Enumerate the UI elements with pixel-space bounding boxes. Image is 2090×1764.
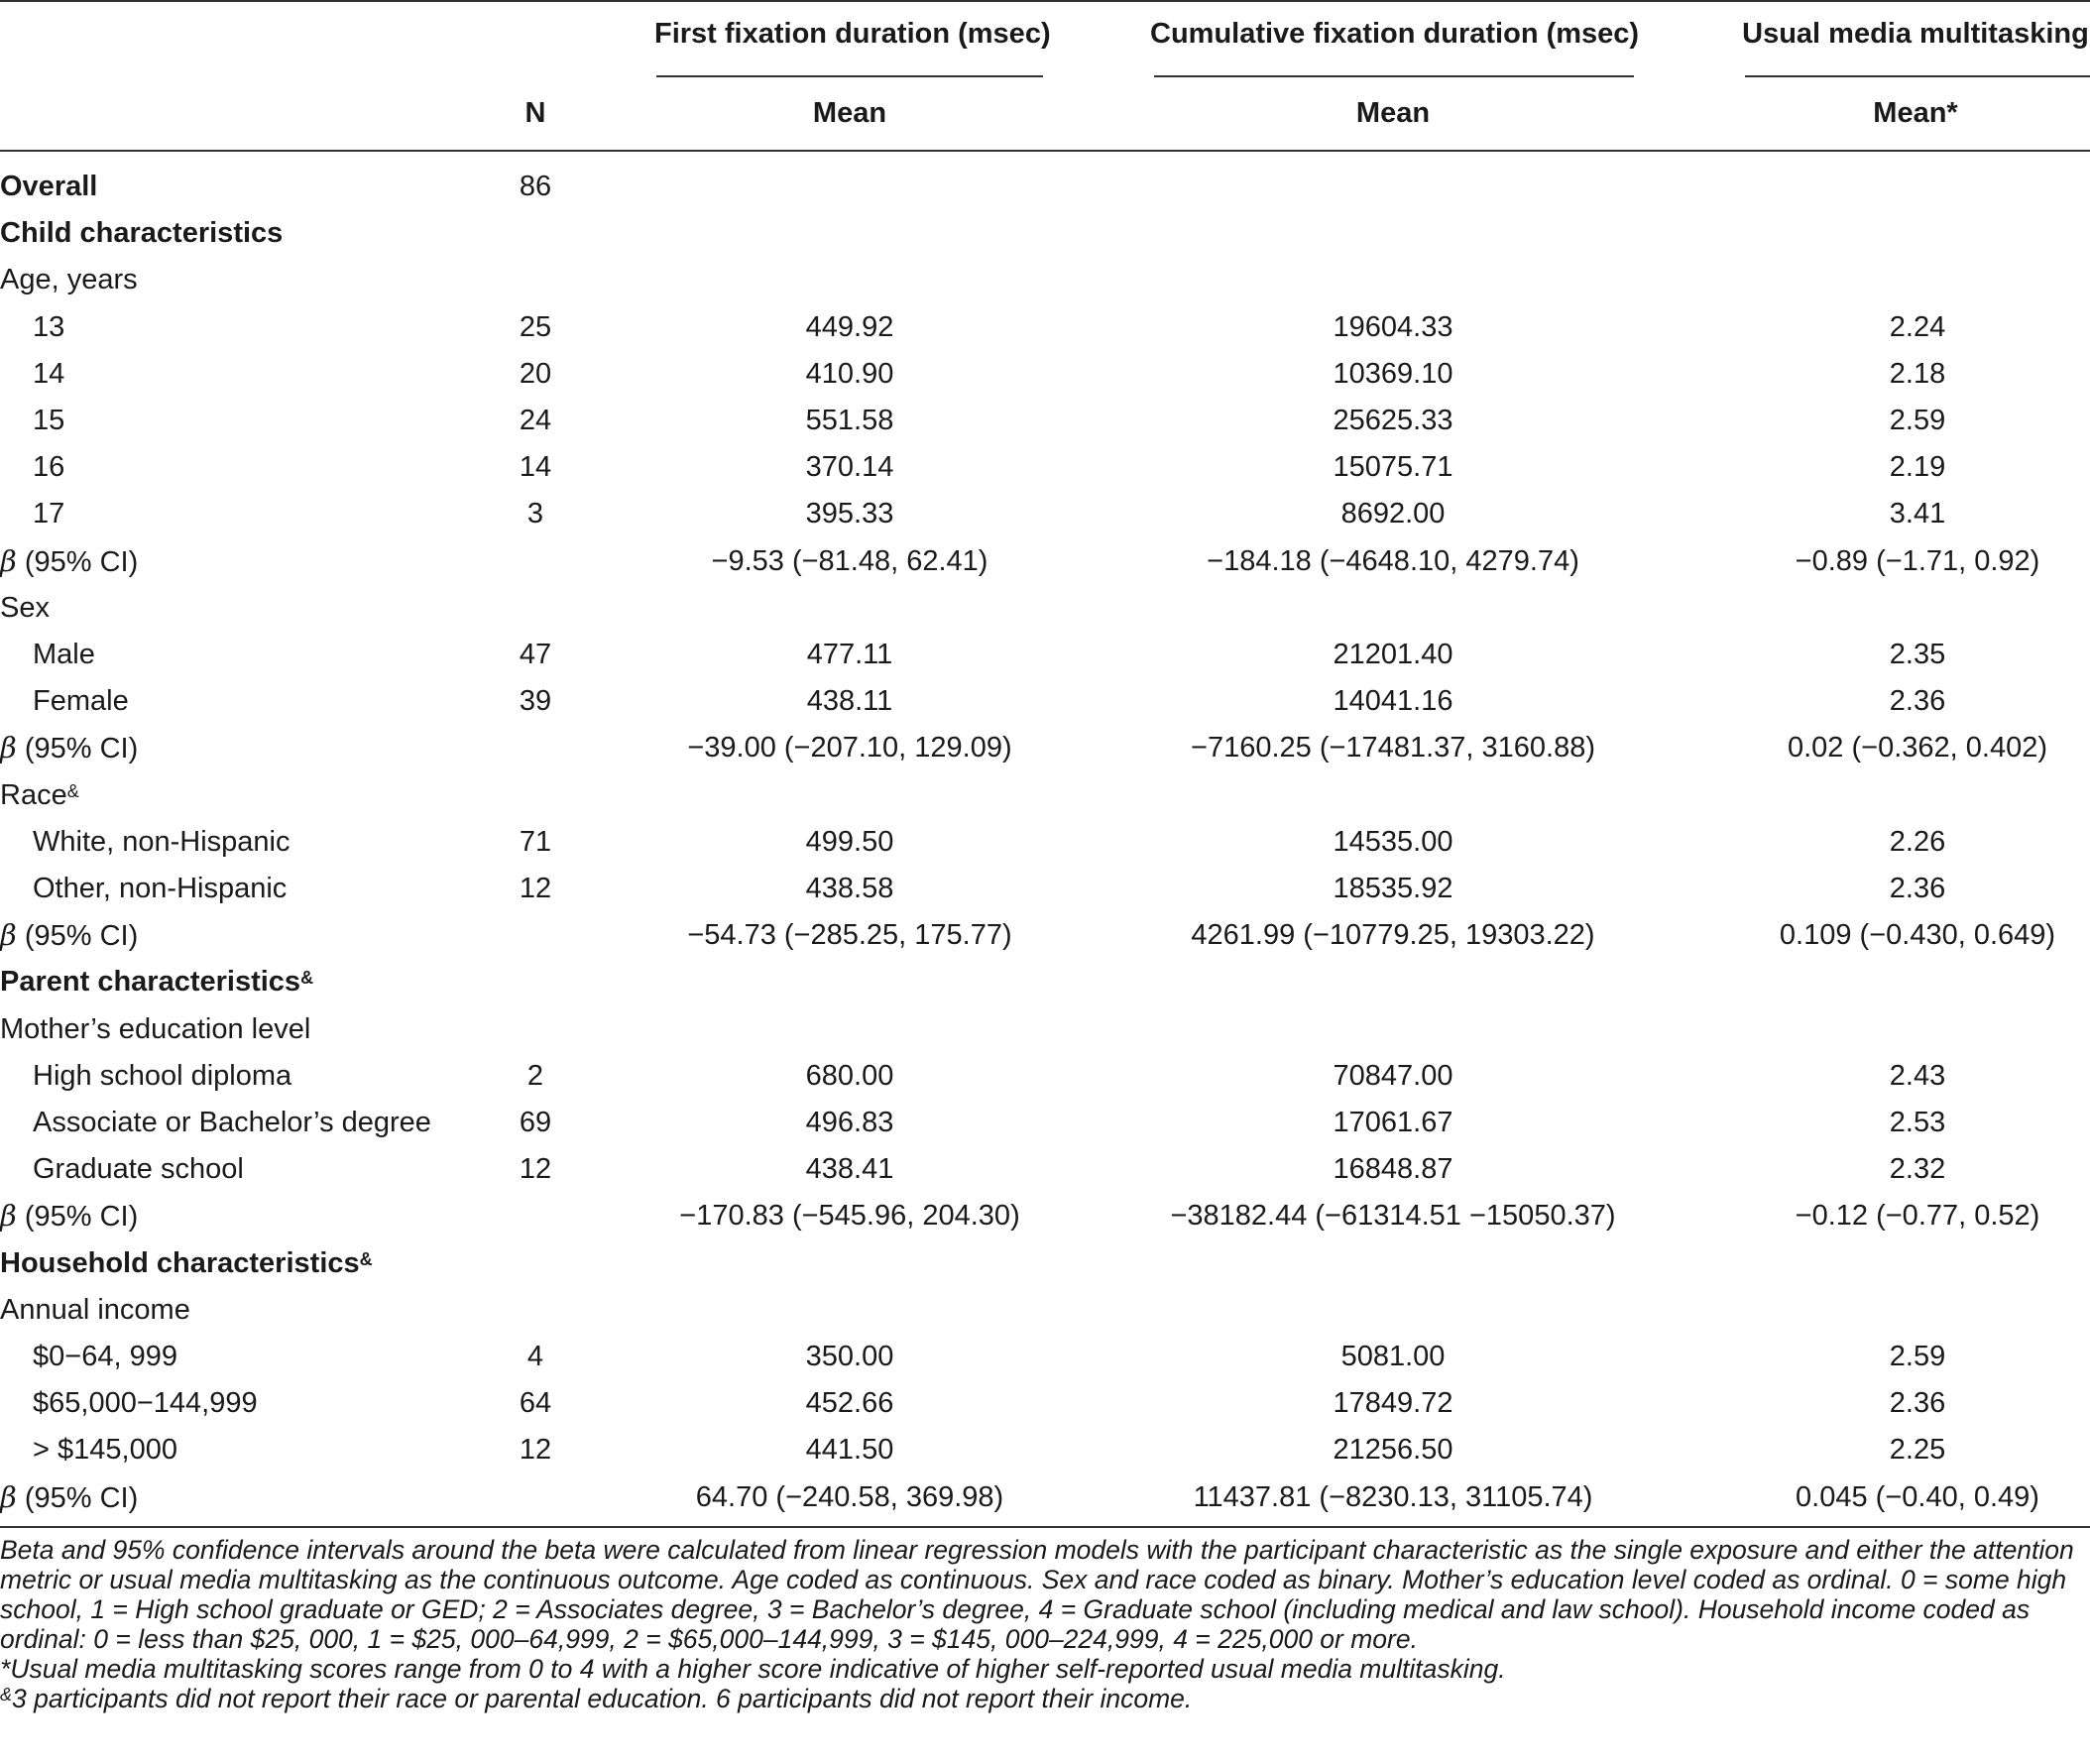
cell-n: 12: [519, 1434, 552, 1467]
footnote-marker: &: [359, 1248, 373, 1269]
header-n: N: [524, 97, 546, 129]
row-label: [33, 632, 95, 678]
cell-first-fixation: 499.50: [805, 825, 894, 858]
cell-media-multitasking: 2.35: [1889, 639, 1946, 670]
cell-first-fixation: 477.11: [806, 639, 893, 670]
table-row: [0, 304, 2090, 351]
table-row: [0, 1146, 2090, 1193]
cell-first-fixation: 452.66: [805, 1387, 894, 1420]
row-label-text: Graduate school: [33, 1153, 244, 1186]
row-label: [33, 1334, 177, 1380]
cell-cumulative-fixation: 4261.99 (−10779.25, 19303.22): [1191, 919, 1595, 952]
cell-first-fixation: 438.58: [805, 873, 894, 904]
cell-cumulative-fixation: 25625.33: [1333, 405, 1453, 436]
cell-first-fixation: 410.90: [805, 357, 894, 390]
cell-media-multitasking: 0.109 (−0.430, 0.649): [1779, 919, 2056, 952]
beta-row: [0, 1193, 2090, 1239]
row-label: [0, 1193, 138, 1240]
cell-n: 3: [526, 498, 544, 530]
cell-media-multitasking: 2.59: [1889, 405, 1946, 436]
table-top-rule: [0, 0, 2090, 2]
cell-first-fixation: 551.58: [805, 405, 894, 436]
row-label-text: Other, non-Hispanic: [33, 873, 288, 904]
cell-cumulative-fixation: 21256.50: [1333, 1434, 1453, 1467]
subheading-row: [0, 257, 2090, 303]
cell-cumulative-fixation: 8692.00: [1340, 498, 1446, 530]
cell-n: 69: [519, 1107, 552, 1138]
footnote-amp-mark: &: [0, 1685, 13, 1705]
cell-cumulative-fixation: −38182.44 (−61314.51 −15050.37): [1170, 1200, 1616, 1233]
row-label-text: 14: [33, 357, 65, 390]
cell-first-fixation: −9.53 (−81.48, 62.41): [711, 544, 988, 577]
cell-media-multitasking: 2.53: [1889, 1107, 1946, 1138]
beta-ci-label: (95% CI): [16, 545, 139, 578]
row-label: [33, 1053, 291, 1100]
row-label: [33, 1380, 258, 1427]
row-label-text: 17: [33, 498, 65, 530]
footnote-marker: &: [66, 780, 79, 801]
row-label-text: 13: [33, 310, 65, 343]
header-cumulative-fixation-mean: Mean: [1355, 97, 1431, 129]
cell-media-multitasking: 2.18: [1889, 357, 1946, 390]
cell-media-multitasking: 2.36: [1889, 685, 1946, 718]
row-label-text: 16: [33, 451, 65, 484]
header-first-fixation: First fixation duration (msec): [654, 18, 1051, 50]
cell-cumulative-fixation: −184.18 (−4648.10, 4279.74): [1207, 544, 1579, 577]
row-label-text: $65,000−144,999: [33, 1387, 258, 1420]
cell-media-multitasking: 2.59: [1889, 1341, 1946, 1372]
footnote-main: Beta and 95% confidence intervals around the beta were calculated from linear regression models with the participant characteristic as the single exposure and either the attention metric or usual media multitasking as the continuous outcome. Age coded as continuous. Sex and race coded as binary. Mother’s education level coded as ordinal. 0 = some high school, 1 = High school graduate or GED; 2 = Associates degree, 3 = Bachelor’s degree, 4 = Graduate school (including medical and law school). Household income coded as ordinal: 0 = less than $25, 000, 1 = $25, 000–64,999, 2 = $65,000–144,999, 3 = $145, 000–224,999, 4 = 225,000 or more.: [0, 1535, 2074, 1654]
row-label: [33, 678, 129, 725]
header-media-multitasking: Usual media multitasking: [1742, 18, 2089, 50]
cell-media-multitasking: 2.24: [1889, 310, 1946, 343]
beta-ci-label: (95% CI): [16, 1481, 139, 1514]
cell-n: 71: [519, 825, 552, 858]
header-first-fixation-mean: Mean: [812, 97, 887, 129]
table-row: [0, 1380, 2090, 1427]
cell-n: 20: [519, 357, 552, 390]
row-label: [0, 772, 79, 819]
header-media-multitasking-rule: [1745, 75, 2090, 77]
row-label: [33, 351, 64, 398]
beta-row: [0, 912, 2090, 959]
cell-cumulative-fixation: 17849.72: [1333, 1387, 1453, 1420]
row-label-text: High school diploma: [33, 1059, 292, 1092]
row-label: [33, 304, 64, 351]
row-label: [0, 164, 97, 210]
cell-media-multitasking: 2.19: [1889, 451, 1946, 484]
beta-ci-label: (95% CI): [16, 920, 139, 953]
cell-first-fixation: 370.14: [805, 451, 894, 484]
cell-n: 39: [519, 685, 552, 718]
table-row: [0, 351, 2090, 398]
table-row: [0, 398, 2090, 444]
row-label: [0, 1474, 138, 1522]
row-label: [0, 1240, 373, 1287]
cell-first-fixation: −54.73 (−285.25, 175.77): [687, 919, 1012, 952]
cell-first-fixation: 350.00: [805, 1341, 894, 1372]
header-first-fixation-rule: [656, 75, 1043, 77]
beta-symbol: β: [0, 1199, 17, 1234]
table-header-rule: [0, 150, 2090, 152]
cell-n: 24: [519, 405, 552, 436]
row-label: [33, 1146, 244, 1193]
cell-cumulative-fixation: 18535.92: [1333, 873, 1453, 904]
cell-media-multitasking: 2.36: [1889, 873, 1946, 904]
cell-cumulative-fixation: 10369.10: [1333, 357, 1453, 390]
row-label-text: Child characteristics: [0, 217, 284, 250]
footnote-amp: [0, 1684, 2090, 1713]
cell-media-multitasking: 2.36: [1889, 1387, 1946, 1420]
row-label: [33, 819, 290, 866]
subheading-row: [0, 772, 2090, 819]
beta-symbol: β: [0, 1479, 17, 1514]
table-row: [0, 491, 2090, 537]
cell-n: 12: [519, 1153, 552, 1186]
beta-ci-label: (95% CI): [16, 733, 139, 765]
cell-cumulative-fixation: 16848.87: [1333, 1153, 1453, 1186]
beta-row: [0, 725, 2090, 771]
beta-symbol: β: [0, 731, 17, 765]
row-label: [0, 585, 50, 632]
cell-first-fixation: 441.50: [805, 1434, 894, 1467]
row-label: [33, 491, 64, 537]
row-label: [0, 1006, 310, 1053]
cell-media-multitasking: 2.43: [1889, 1059, 1946, 1092]
row-label: [33, 398, 64, 444]
row-label: [0, 257, 138, 303]
subheading-row: [0, 1006, 2090, 1053]
cell-media-multitasking: 2.26: [1889, 825, 1946, 858]
row-label-text: Overall: [0, 171, 98, 202]
beta-symbol: β: [0, 543, 17, 578]
cell-media-multitasking: 0.045 (−0.40, 0.49): [1796, 1480, 2039, 1513]
row-label: [33, 444, 64, 491]
subheading-row: [0, 585, 2090, 632]
cell-cumulative-fixation: 15075.71: [1333, 451, 1453, 484]
cell-media-multitasking: −0.12 (−0.77, 0.52): [1795, 1200, 2040, 1233]
row-label-text: Age, years: [0, 264, 138, 296]
row-label: [33, 866, 287, 912]
section-row: [0, 164, 2090, 210]
table-row: [0, 1100, 2090, 1146]
row-label: [0, 912, 138, 960]
cell-cumulative-fixation: 14535.00: [1333, 825, 1453, 858]
cell-first-fixation: 438.41: [805, 1153, 894, 1186]
row-label: [0, 538, 138, 586]
row-label-text: 15: [33, 405, 65, 436]
cell-cumulative-fixation: 5081.00: [1340, 1341, 1446, 1372]
cell-first-fixation: −170.83 (−545.96, 204.30): [679, 1200, 1020, 1233]
cell-first-fixation: 680.00: [805, 1059, 894, 1092]
footnote-amp-text: 3 participants did not report their race or parental education. 6 participants did not report their income.: [12, 1684, 1193, 1713]
row-label-text: > $145,000: [33, 1434, 177, 1467]
cell-cumulative-fixation: 70847.00: [1333, 1059, 1453, 1092]
row-label-text: White, non-Hispanic: [33, 825, 290, 858]
table-row: [0, 1334, 2090, 1380]
cell-cumulative-fixation: 11437.81 (−8230.13, 31105.74): [1193, 1480, 1593, 1513]
cell-media-multitasking: 0.02 (−0.362, 0.402): [1787, 732, 2047, 764]
cell-n: 4: [526, 1341, 544, 1372]
cell-cumulative-fixation: 19604.33: [1333, 310, 1453, 343]
footnote-star: *Usual media multitasking scores range from 0 to 4 with a higher score indicative of higher self-reported usual media multitasking.: [0, 1654, 1506, 1684]
header-cumulative-fixation-rule: [1154, 75, 1634, 77]
footnote-marker: &: [300, 968, 314, 989]
cell-n: 14: [519, 451, 552, 484]
subheading-row: [0, 1287, 2090, 1334]
table-bottom-rule: [0, 1526, 2090, 1528]
cell-cumulative-fixation: 14041.16: [1333, 685, 1453, 718]
cell-media-multitasking: −0.89 (−1.71, 0.92): [1795, 544, 2040, 577]
table-row: [0, 1427, 2090, 1473]
cell-cumulative-fixation: −7160.25 (−17481.37, 3160.88): [1191, 732, 1595, 764]
header-cumulative-fixation: Cumulative fixation duration (msec): [1150, 18, 1640, 50]
cell-n: 64: [519, 1387, 552, 1420]
cell-n: 25: [519, 310, 552, 343]
cell-first-fixation: 438.11: [806, 685, 893, 718]
row-label-text: Mother’s education level: [0, 1012, 311, 1045]
cell-n: 86: [519, 171, 552, 202]
row-label-text: Race: [0, 778, 67, 811]
table-row: [0, 444, 2090, 491]
beta-symbol: β: [0, 918, 17, 953]
row-label-text: Associate or Bachelor’s degree: [33, 1107, 431, 1138]
row-label-text: $0−64, 999: [33, 1341, 177, 1372]
cell-n: 2: [526, 1059, 544, 1092]
row-label: [33, 1427, 177, 1473]
table-footnotes: [0, 1535, 2090, 1713]
row-label: [33, 1100, 431, 1146]
beta-ci-label: (95% CI): [16, 1201, 139, 1234]
row-label: [0, 725, 138, 772]
table-row: [0, 632, 2090, 678]
beta-row: [0, 1474, 2090, 1521]
row-label-text: Male: [33, 639, 95, 670]
cell-n: 47: [519, 639, 552, 670]
row-label: [0, 1287, 190, 1334]
section-row: [0, 210, 2090, 257]
section-row: [0, 959, 2090, 1005]
row-label-text: Female: [33, 685, 129, 718]
row-label-text: Annual income: [0, 1293, 190, 1326]
beta-row: [0, 538, 2090, 585]
cell-cumulative-fixation: 17061.67: [1333, 1107, 1453, 1138]
cell-first-fixation: 64.70 (−240.58, 369.98): [695, 1480, 1004, 1513]
table-row: [0, 819, 2090, 866]
table-row: [0, 866, 2090, 912]
cell-media-multitasking: 3.41: [1889, 498, 1946, 530]
cell-first-fixation: 449.92: [805, 310, 894, 343]
row-label: [0, 210, 283, 257]
cell-n: 12: [519, 873, 552, 904]
cell-media-multitasking: 2.32: [1889, 1153, 1946, 1186]
row-label-text: Sex: [0, 591, 50, 624]
row-label: [0, 959, 313, 1005]
cell-media-multitasking: 2.25: [1889, 1434, 1946, 1467]
header-media-multitasking-mean: Mean*: [1873, 97, 1958, 129]
cell-cumulative-fixation: 21201.40: [1333, 639, 1453, 670]
cell-first-fixation: −39.00 (−207.10, 129.09): [687, 732, 1012, 764]
table-row: [0, 678, 2090, 725]
row-label-text: Parent characteristics: [0, 966, 301, 999]
cell-first-fixation: 395.33: [805, 498, 894, 530]
row-label-text: Household characteristics: [0, 1246, 360, 1279]
table-row: [0, 1053, 2090, 1100]
cell-first-fixation: 496.83: [805, 1107, 894, 1138]
section-row: [0, 1240, 2090, 1287]
